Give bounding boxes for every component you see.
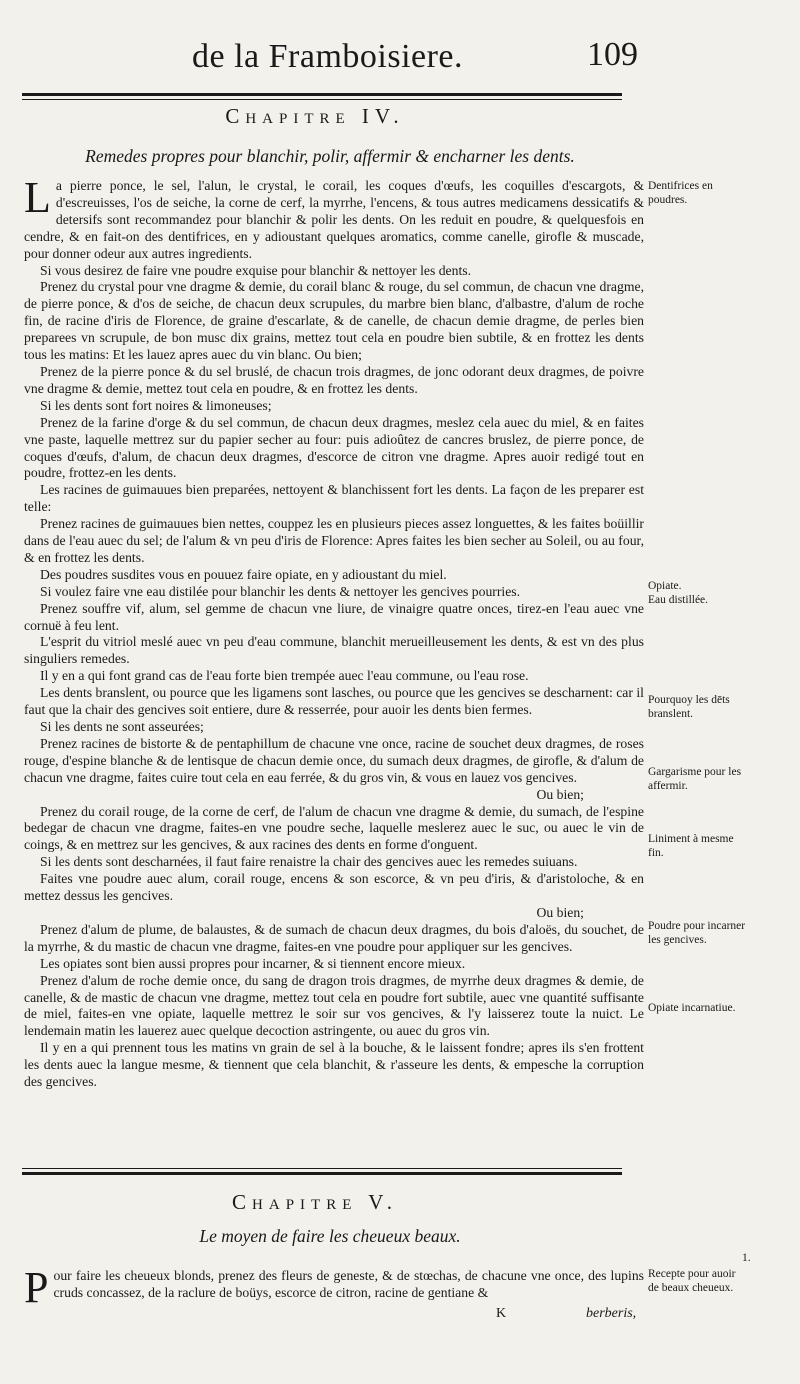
paragraph: Ou bien; — [536, 786, 584, 802]
paragraph: Prenez d'alum de plume, de balaustes, & de sumach de chacun deux dragmes, du bois d'aloës, du souchet, de la myrrhe, & du mastic de chacun vne dragme, faites-en vne poudre pour appliquer sur les gencives. — [24, 921, 644, 954]
marginal-note: 1. — [742, 1252, 751, 1264]
paragraph: Ou bien; — [536, 904, 584, 920]
paragraph: Prenez d'alum de roche demie once, du sang de dragon trois dragmes, de myrrhe deux dragmes & demie, de canelle, & de mastic de chacun vne dragme, mettez tout cela en poudre fort subtile, auec vne quantité suffisante de miel, faites-en vne opiate, laquelle mettrez le soir sur vos gencives, & l'y laisserez toute la nuict. Le lendemain matin les lauerez auec quelque decoction astringente, ou auec du gros vin. — [24, 972, 644, 1039]
chapter-body — [24, 1263, 644, 1312]
paragraph: Prenez du crystal pour vne dragme & demie, du corail blanc & rouge, du sel commun, de chacun vne dragme, de pierre ponce, & d'os de seiche, de chacun deux scrupules, du marbre bien blanc, d'albastre, d'alum de roche fin, de racine d'iris de Florence, de graine d'escarlate, & de canelle, de chacun demie dragme, de perles bien preparees vn scrupule, de bon musc dix grains, mettez tout cela en poudre bien subtile, & en frottez les dents tous les matins: Et les lauez apres auec du vin blanc. Ou bien; — [24, 279, 644, 363]
running-head: de la Framboisiere. — [192, 38, 464, 75]
marginal-note: Recepte pour auoir de beaux cheueux. — [648, 1268, 736, 1294]
chapter-rule-thick — [22, 1172, 622, 1175]
paragraph: Si les dents sont fort noires & limoneuses; — [40, 397, 272, 413]
paragraph: Prenez racines de guimauues bien nettes, couppez les en plusieurs pieces assez longuettes, & les faites boüillir dans de l'eau auec du sel; de l'alum & vn peu d'iris de Florence: Apres faites les bien secher au Soleil, ou au four, & en frottez les dents. — [24, 516, 644, 565]
paragraph: Il y en a qui prennent tous les matins vn grain de sel à la bouche, & le laissent fondre; apres ils s'en frottent les dents auec la langue mesme, & tiennent que cela blanchit, & r'asseure les dents, & empesche la corruption des gencives. — [24, 1040, 644, 1090]
signature-mark: K — [496, 1306, 507, 1321]
paragraph: Les dents branslent, ou pource que les ligamens sont lasches, ou pource que les gencives se descharnent: car il faut que la chair des gencives soit entiere, dure & resserrée, pour auoir les dents bien fermes. — [24, 685, 644, 718]
marginal-note: Opiate incarnatiue. — [648, 1002, 736, 1014]
paragraph: Prenez racines de bistorte & de pentaphillum de chacune vne once, racine de souchet deux dragmes, de roses rouge, d'espine blanche & de lentisque de chacun demie once, du sumach deux dragmes, de girofle, & d'alum de chacun vne dragme, faites cuire tout cela en eau ferrée, & du gros vin, & vous en lauez vos gencives. — [24, 735, 644, 785]
header-rule-thick — [22, 93, 622, 96]
paragraph: Faites vne poudre auec alum, corail rouge, encens & son escorce, & vn peu d'iris, & d'aristoloche, & en mettez dessus les gencives. — [24, 871, 644, 904]
chapter-subtitle: Remedes propres pour blanchir, polir, affermir & encharner les dents. — [85, 146, 575, 166]
paragraph: Les racines de guimauues bien preparées, nettoyent & blanchissent fort les dents. La façon de les preparer est telle: — [24, 482, 644, 515]
paragraph: Prenez de la farine d'orge & du sel commun, de chacun deux dragmes, meslez cela auec du miel, & en faites vne paste, laquelle mettrez sur du papier secher au four: puis adioûtez de cancres bruslez, de pierre ponce, de coques d'œufs, d'alum, de chacun deux dragmes, d'escorce de citron vne dragme. Apres auoir redigé tout en poudre, frottez-en les dents. — [24, 414, 644, 481]
chapter-subtitle: Le moyen de faire les cheueux beaux. — [199, 1226, 461, 1246]
chapter-heading: Chapitre V. — [232, 1190, 398, 1214]
paragraph: Les opiates sont bien aussi propres pour incarner, & si tiennent encore mieux. — [40, 955, 466, 971]
paragraph: Prenez souffre vif, alum, sel gemme de chacun vne liure, de vinaigre quatre onces, tirez-en l'eau auec vne cornuë à feu lent. — [24, 600, 644, 633]
paragraph: Si les dents sont descharnées, il faut faire renaistre la chair des gencives auec les remedes suiuans. — [40, 854, 578, 870]
catchword: berberis, — [586, 1306, 637, 1321]
marginal-note: Liniment à mesme fin. — [648, 833, 734, 859]
paragraph: Prenez de la pierre ponce & du sel bruslé, de chacun trois dragmes, de jonc odorant deux dragmes, de poivre vne dragme & demie, mettez tout cela en poudre, & en frottez les dents. — [24, 363, 644, 396]
chapter-heading: Chapitre IV. — [225, 104, 405, 128]
paragraph: Il y en a qui font grand cas de l'eau forte bien trempée auec l'eau commune, ou l'eau rose. — [40, 668, 529, 684]
paragraph: Si vous desirez de faire vne poudre exquise pour blanchir & nettoyer les dents. — [40, 262, 472, 278]
marginal-note: Dentifrices en poudres. — [648, 180, 713, 206]
paragraph: L'esprit du vitriol meslé auec vn peu d'eau commune, blanchit merueilleusement les dents, & est vn des plus singuliers remedes. — [24, 634, 644, 667]
paragraph: Pour faire les cheueux blonds, prenez des fleurs de geneste, & de stœchas, de chacune vne once, des lupins cruds concassez, de la raclure de boüys, escorce de citron, racine de gentiane & — [24, 1263, 644, 1312]
marginal-note: Opiate. — [648, 580, 682, 592]
paragraph: La pierre ponce, le sel, l'alun, le crystal, le corail, les coques d'œufs, les coquilles d'escargots, & d'escreuisses, l'os de seiche, la corne de cerf, la myrrhe, l'encens, & tous autres medicamens dessicatifs & detersifs sont recommandez pour blanchir & polir les dents. On les reduit en poudre, & quelquesfois en cendre, & en fait-on des dentifrices, en y adioustant quelques aromatics, comme canelle, girofle & muscade, pour donner odeur aux autres ingredients. — [24, 173, 644, 261]
paragraph: Prenez du corail rouge, de la corne de cerf, de l'alum de chacun vne dragme & demie, du sumach, de l'espine bedegar de chacun vne dragme, faites-en vne poudre seche, laquelle meslerez auec le suc, ou auec le vin de coings, & en mettrez sur les gencives, & aux racines des dents en forme d'onguent. — [24, 803, 644, 853]
marginal-note: Gargarisme pour les affermir. — [648, 766, 742, 792]
paragraph: Des poudres susdites vous en pouuez faire opiate, en y adioustant du miel. — [40, 566, 447, 582]
header-rule-thin — [22, 99, 622, 100]
page-number: 109 — [587, 36, 638, 73]
chapter-rule-thin — [22, 1168, 622, 1169]
paragraph: Si les dents ne sont asseurées; — [40, 719, 204, 734]
marginal-note: Eau distillée. — [648, 594, 709, 606]
chapter-body — [24, 173, 644, 1091]
marginal-note: Poudre pour incarner les gencives. — [648, 920, 746, 946]
paragraph: Si voulez faire vne eau distilée pour blanchir les dents & nettoyer les gencives pourries. — [40, 583, 521, 599]
marginal-note: Pourquoy les dēts branslent. — [648, 694, 730, 720]
